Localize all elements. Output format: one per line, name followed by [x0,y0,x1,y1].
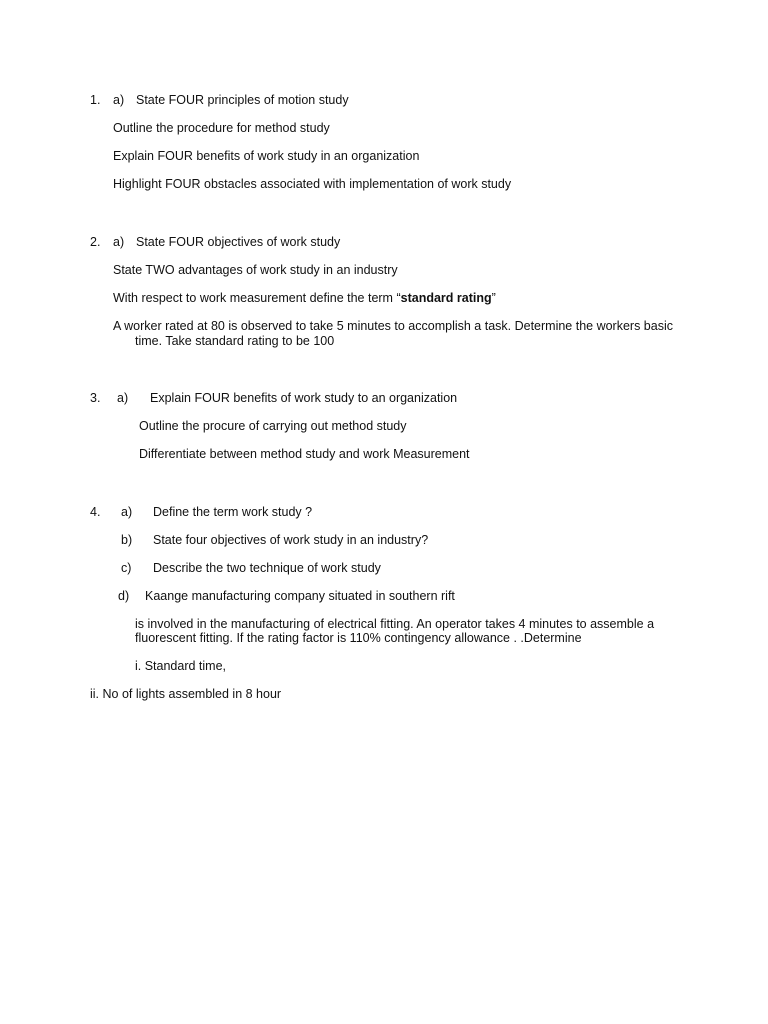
q2-number: 2. [90,235,101,249]
q4-label-c: c) [121,561,132,575]
q2-line-4-first: A worker rated at 80 is observed to take 5 minutes to accomplish a task. Determine the workers basic [113,319,673,333]
q4-sub-i: i. Standard time, [135,659,227,673]
q2-part-a: State FOUR objectives of work study [136,235,341,249]
q3-part-a: Explain FOUR benefits of work study to an organization [150,391,458,405]
q4-paragraph-line-1: is involved in the manufacturing of electrical fitting. An operator takes 4 minutes to assemble a [135,617,655,631]
q3-line-3: Differentiate between method study and work Measurement [139,447,470,461]
q4-label-a: a) [121,505,133,519]
q3-number: 3. [90,391,101,405]
q4-part-d: Kaange manufacturing company situated in southern rift [145,589,455,603]
q2-label-a: a) [113,235,125,249]
q1-number: 1. [90,93,101,107]
q4-part-b: State four objectives of work study in an industry? [153,533,429,547]
q1-part-a: State FOUR principles of motion study [136,93,349,107]
q1-line-3: Explain FOUR benefits of work study in an organization [113,149,420,163]
q1-label-a: a) [113,93,125,107]
q1-line-4: Highlight FOUR obstacles associated with implementation of work study [113,177,512,191]
q4-label-d: d) [118,589,130,603]
q2-line-3-prefix: With respect to work measurement define the term “ [113,291,401,305]
q4-label-b: b) [121,533,133,547]
q4-paragraph-line-2: fluorescent fitting. If the rating factor is 110% contingency allowance . .Determine [135,631,582,645]
q4-number: 4. [90,505,101,519]
q4-part-c: Describe the two technique of work study [153,561,381,575]
q3-label-a: a) [117,391,129,405]
q2-line-4-second: time. Take standard rating to be 100 [135,334,335,348]
q4-part-a: Define the term work study ? [153,505,313,519]
q3-line-2: Outline the procure of carrying out method study [139,419,407,433]
q2-line-3 [113,291,496,306]
q1-line-2: Outline the procedure for method study [113,121,330,135]
term-standard-rating: standard rating [400,291,492,305]
q2-line-2: State TWO advantages of work study in an industry [113,263,398,277]
q2-line-3-suffix: ” [491,291,496,305]
q4-sub-ii: ii. No of lights assembled in 8 hour [90,687,282,701]
